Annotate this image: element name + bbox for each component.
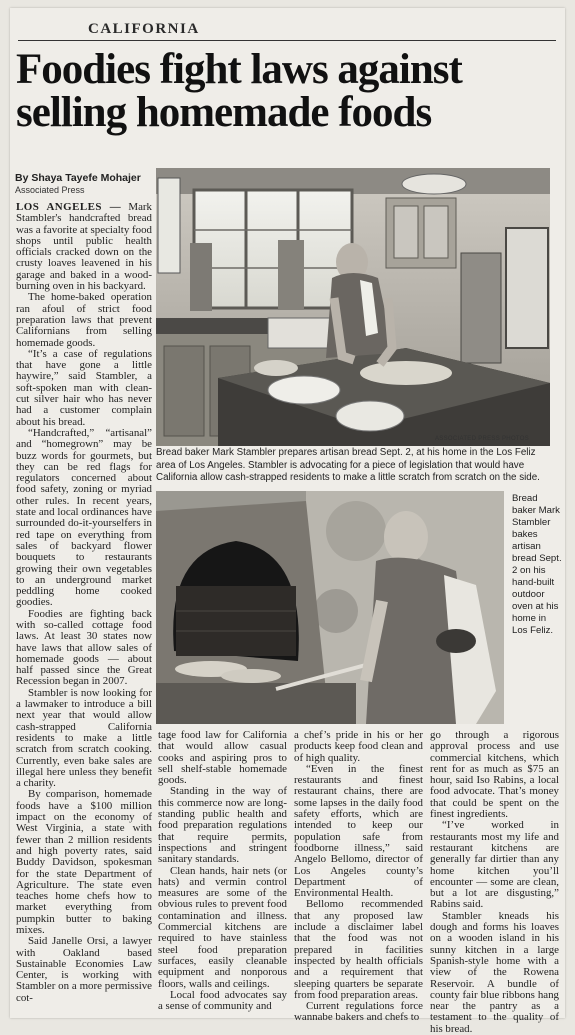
article-column-4 [430, 729, 559, 1035]
section-label: CALIFORNIA [88, 21, 200, 37]
article-column-3 [294, 729, 423, 1024]
article-paragraph: Current regulations force wannabe bakers and chefs to [294, 1000, 423, 1024]
article-paragraph: go through a rigorous approval process and use commercial kitchens, which rent for as much as $75 an hour, said Iso Rabins, a local food advocate. That’s money that could be spent on the finest ingredients. [430, 729, 559, 821]
article-column-left [16, 202, 152, 1014]
newspaper-page [10, 8, 565, 1035]
article-column-2 [158, 730, 287, 1015]
article-paragraph: Stambler kneads his dough and forms his loaves on a wooden island in his sunny kitchen in a large Spanish-style home with a view of the Rowena Reservoir. A bundle of county fair blue ribbons hang near the pantry as a testament to the quality of his bread. [430, 909, 559, 1035]
article-paragraph: Bellomo recommended that any proposed law include a disclaimer label that the food was not prepared in facilities inspected by health officials and a requirement that sleeping quarters be separate from food preparation areas. [294, 898, 423, 1001]
photo-caption: Bread baker Mark Stambler prepares artisan bread Sept. 2, at his home in the Los Feliz area of Los Angeles. Stambler is advocating for a piece of legislation that would have California allow cash-strapped residents to make a little scratch from scratch on the side. [156, 447, 540, 483]
byline: By Shaya Tayefe Mohajer [15, 172, 141, 184]
article-paragraph: a chef’s pride in his or her products keep food clean and of high quality. [294, 729, 423, 764]
article-paragraph [16, 202, 152, 292]
article-paragraph: The home-baked operation ran afoul of strict food preparation laws that prevent Californians from selling homemade goods. [16, 291, 152, 349]
article-paragraph: Local food advocates say a sense of community and [158, 988, 287, 1013]
lead-text: Mark Stambler's handcrafted bread was a favorite at specialty food shops until public health officials cracked down on the crusty loaves leavened in his garage and baked in a wood-burning oven in his backyard. [16, 201, 152, 293]
article-paragraph: Clean hands, hair nets (or hats) and vermin control measures are some of the obvious rules to prevent food contamination and illness. Commercial kitchens are required to have stainless steel food preparation surfaces, easily cleanable equipment and nonporous floors, walls and ceilings. [158, 864, 287, 990]
article-paragraph: “Even in the finest restaurants and finest restaurant chains, there are some lapses in the daily food safety efforts, which are intended to keep our population safe from foodborne illness,” said Angelo Bellomo, director of Los Angeles county’s Department of Environmental Health. [294, 762, 423, 900]
article-paragraph: Said Janelle Orsi, a lawyer with Oakland based Sustainable Economies Law Center, is working with Stambler on a more permissive cot- [16, 935, 152, 1004]
article-paragraph: Stambler is now looking for a lawmaker to introduce a bill next year that would allow cash-strapped California residents to make a little scratch from scratch cooking. Currently, even bake sales are illegal here unless they benefit a charity. [16, 686, 152, 790]
article-paragraph: “I’ve worked in restaurants most my life and restaurant kitchens are generally far dirtier than any home kitchen you’ll encounter — some are clean, but a lot are disgusting,” Rabins said. [430, 819, 559, 911]
headline: Foodies fight laws against selling homemade foods [16, 46, 462, 136]
photo-kitchen-illustration [156, 168, 550, 446]
article-paragraph: Standing in the way of this commerce now are long-standing public health and food preparation regulations that require permits, inspections and stringent sanitary standards. [158, 785, 287, 866]
section-rule [18, 40, 556, 41]
photo-baker-oven [156, 491, 504, 724]
photo-caption-side: Bread baker Mark Stambler bakes artisan bread Sept. 2 on his hand-built outdoor oven at his home in Los Feliz. [512, 493, 562, 636]
photo-baker-kitchen [156, 168, 550, 446]
article-paragraph: By comparison, homemade foods have a $100 million impact on the economy of West Virginia, a state with fewer than 2 million residents and high poverty rates, said Buddy Davidson, spokesman for the state Department of Agriculture. The state even teaches home chefs how to market everything from pumpkin butter to baking mixes. [16, 788, 152, 936]
article-paragraph: Foodies are fighting back with so-called cottage food laws. At least 30 states now have laws that allow sales of homemade goods — about half passed since the Great Recession began in 2007. [16, 607, 152, 688]
article-paragraph: “Handcrafted,” “artisanal” and “homegrown” may be buzz words for gourmets, but they can be red flags for regulators concerned about food safety, zoning or myriad other rules. In recent years, state and local ordinances have surrounded do-it-yourselfers in red tape on everything from sales of backyard flower bouquets to restaurants growing their own vegetables to an underground market peddling home cooked goodies. [16, 426, 152, 609]
article-paragraph: tage food law for California that would allow casual cooks and aspiring pros to sell shelf-stable homemade goods. [158, 729, 287, 787]
dateline: LOS ANGELES — [16, 201, 122, 213]
photo-credit: ASSOCIATED PRESS PHOTOS [435, 436, 530, 442]
article-paragraph: “It’s a case of regulations that have gone a little haywire,” said Stambler, a soft-spoken man with clean-cut silver hair who has never had a customer complain about his bread. [16, 347, 152, 428]
photo-oven-illustration [156, 491, 504, 724]
byline-agency: Associated Press [15, 185, 85, 195]
